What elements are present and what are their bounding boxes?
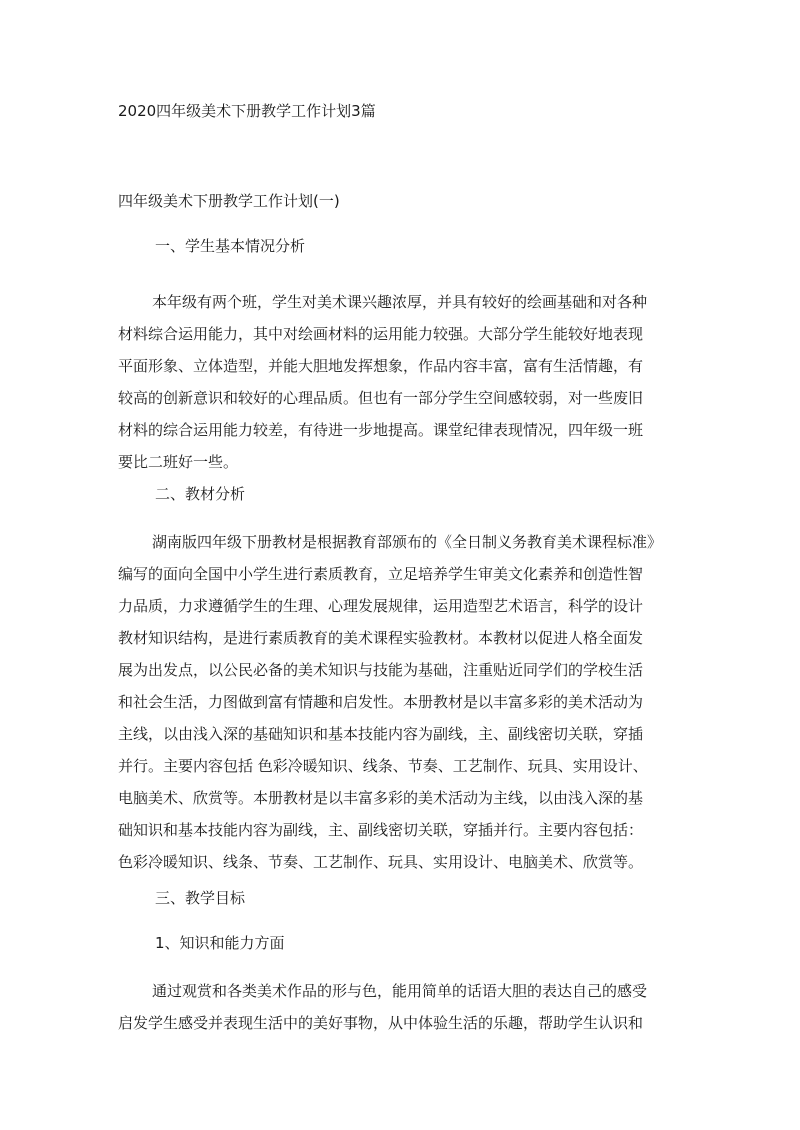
paragraph-line: 教材知识结构，是进行素质教育的美术课程实验教材。本教材以促进人格全面发 (118, 629, 644, 647)
paragraph-line: 主线，以由浅入深的基础知识和基本技能内容为副线，主、副线密切关联，穿插 (118, 725, 644, 743)
paragraph-line: 和社会生活，力图做到富有情趣和启发性。本册教材是以丰富多彩的美术活动为 (118, 693, 644, 711)
paragraph-knowledge-ability (118, 975, 688, 1039)
section-title: 四年级美术下册教学工作计划(一) (118, 192, 340, 210)
paragraph-line: 启发学生感受并表现生活中的美好事物，从中体验生活的乐趣，帮助学生认识和 (118, 1014, 644, 1032)
paragraph-line: 平面形象、立体造型，并能大胆地发挥想象，作品内容丰富，富有生活情趣，有 (118, 357, 644, 375)
document-title: 2020四年级美术下册教学工作计划3篇 (118, 102, 376, 120)
paragraph-line: 力品质，力求遵循学生的生理、心理发展规律，运用造型艺术语言，科学的设计 (118, 597, 644, 615)
paragraph-student-analysis (118, 286, 688, 478)
heading-knowledge-ability: 1、知识和能力方面 (155, 934, 285, 952)
paragraph-textbook-analysis (118, 526, 688, 878)
heading-teaching-goals: 三、教学目标 (155, 889, 246, 907)
heading-textbook-analysis: 二、教材分析 (155, 485, 246, 503)
paragraph-line: 并行。主要内容包括 色彩冷暖知识、线条、节奏、工艺制作、玩具、实用设计、 (118, 757, 648, 775)
paragraph-line: 展为出发点，以公民必备的美术知识与技能为基础，注重贴近同学们的学校生活 (118, 661, 644, 679)
paragraph-line: 础知识和基本技能内容为副线，主、副线密切关联，穿插并行。主要内容包括： (118, 821, 644, 839)
paragraph-line: 湖南版四年级下册教材是根据教育部颁布的《全日制义务教育美术课程标准》 (152, 533, 663, 551)
paragraph-line: 本年级有两个班，学生对美术课兴趣浓厚，并具有较好的绘画基础和对各种 (152, 293, 648, 311)
paragraph-line: 较高的创新意识和较好的心理品质。但也有一部分学生空间感较弱，对一些废旧 (118, 389, 644, 407)
paragraph-line: 色彩冷暖知识、线条、节奏、工艺制作、玩具、实用设计、电脑美术、欣赏等。 (118, 853, 644, 871)
heading-student-analysis: 一、学生基本情况分析 (155, 237, 306, 255)
paragraph-line: 编写的面向全国中小学生进行素质教育，立足培养学生审美文化素养和创造性智 (118, 565, 644, 583)
paragraph-line: 要比二班好一些。 (118, 453, 239, 471)
paragraph-line: 材料的综合运用能力较差，有待进一步地提高。课堂纪律表现情况，四年级一班 (118, 421, 644, 439)
paragraph-line: 材料综合运用能力，其中对绘画材料的运用能力较强。大部分学生能较好地表现 (118, 325, 644, 343)
paragraph-line: 通过观赏和各类美术作品的形与色，能用简单的话语大胆的表达自己的感受 (152, 982, 648, 1000)
paragraph-line: 电脑美术、欣赏等。本册教材是以丰富多彩的美术活动为主线，以由浅入深的基 (118, 789, 644, 807)
